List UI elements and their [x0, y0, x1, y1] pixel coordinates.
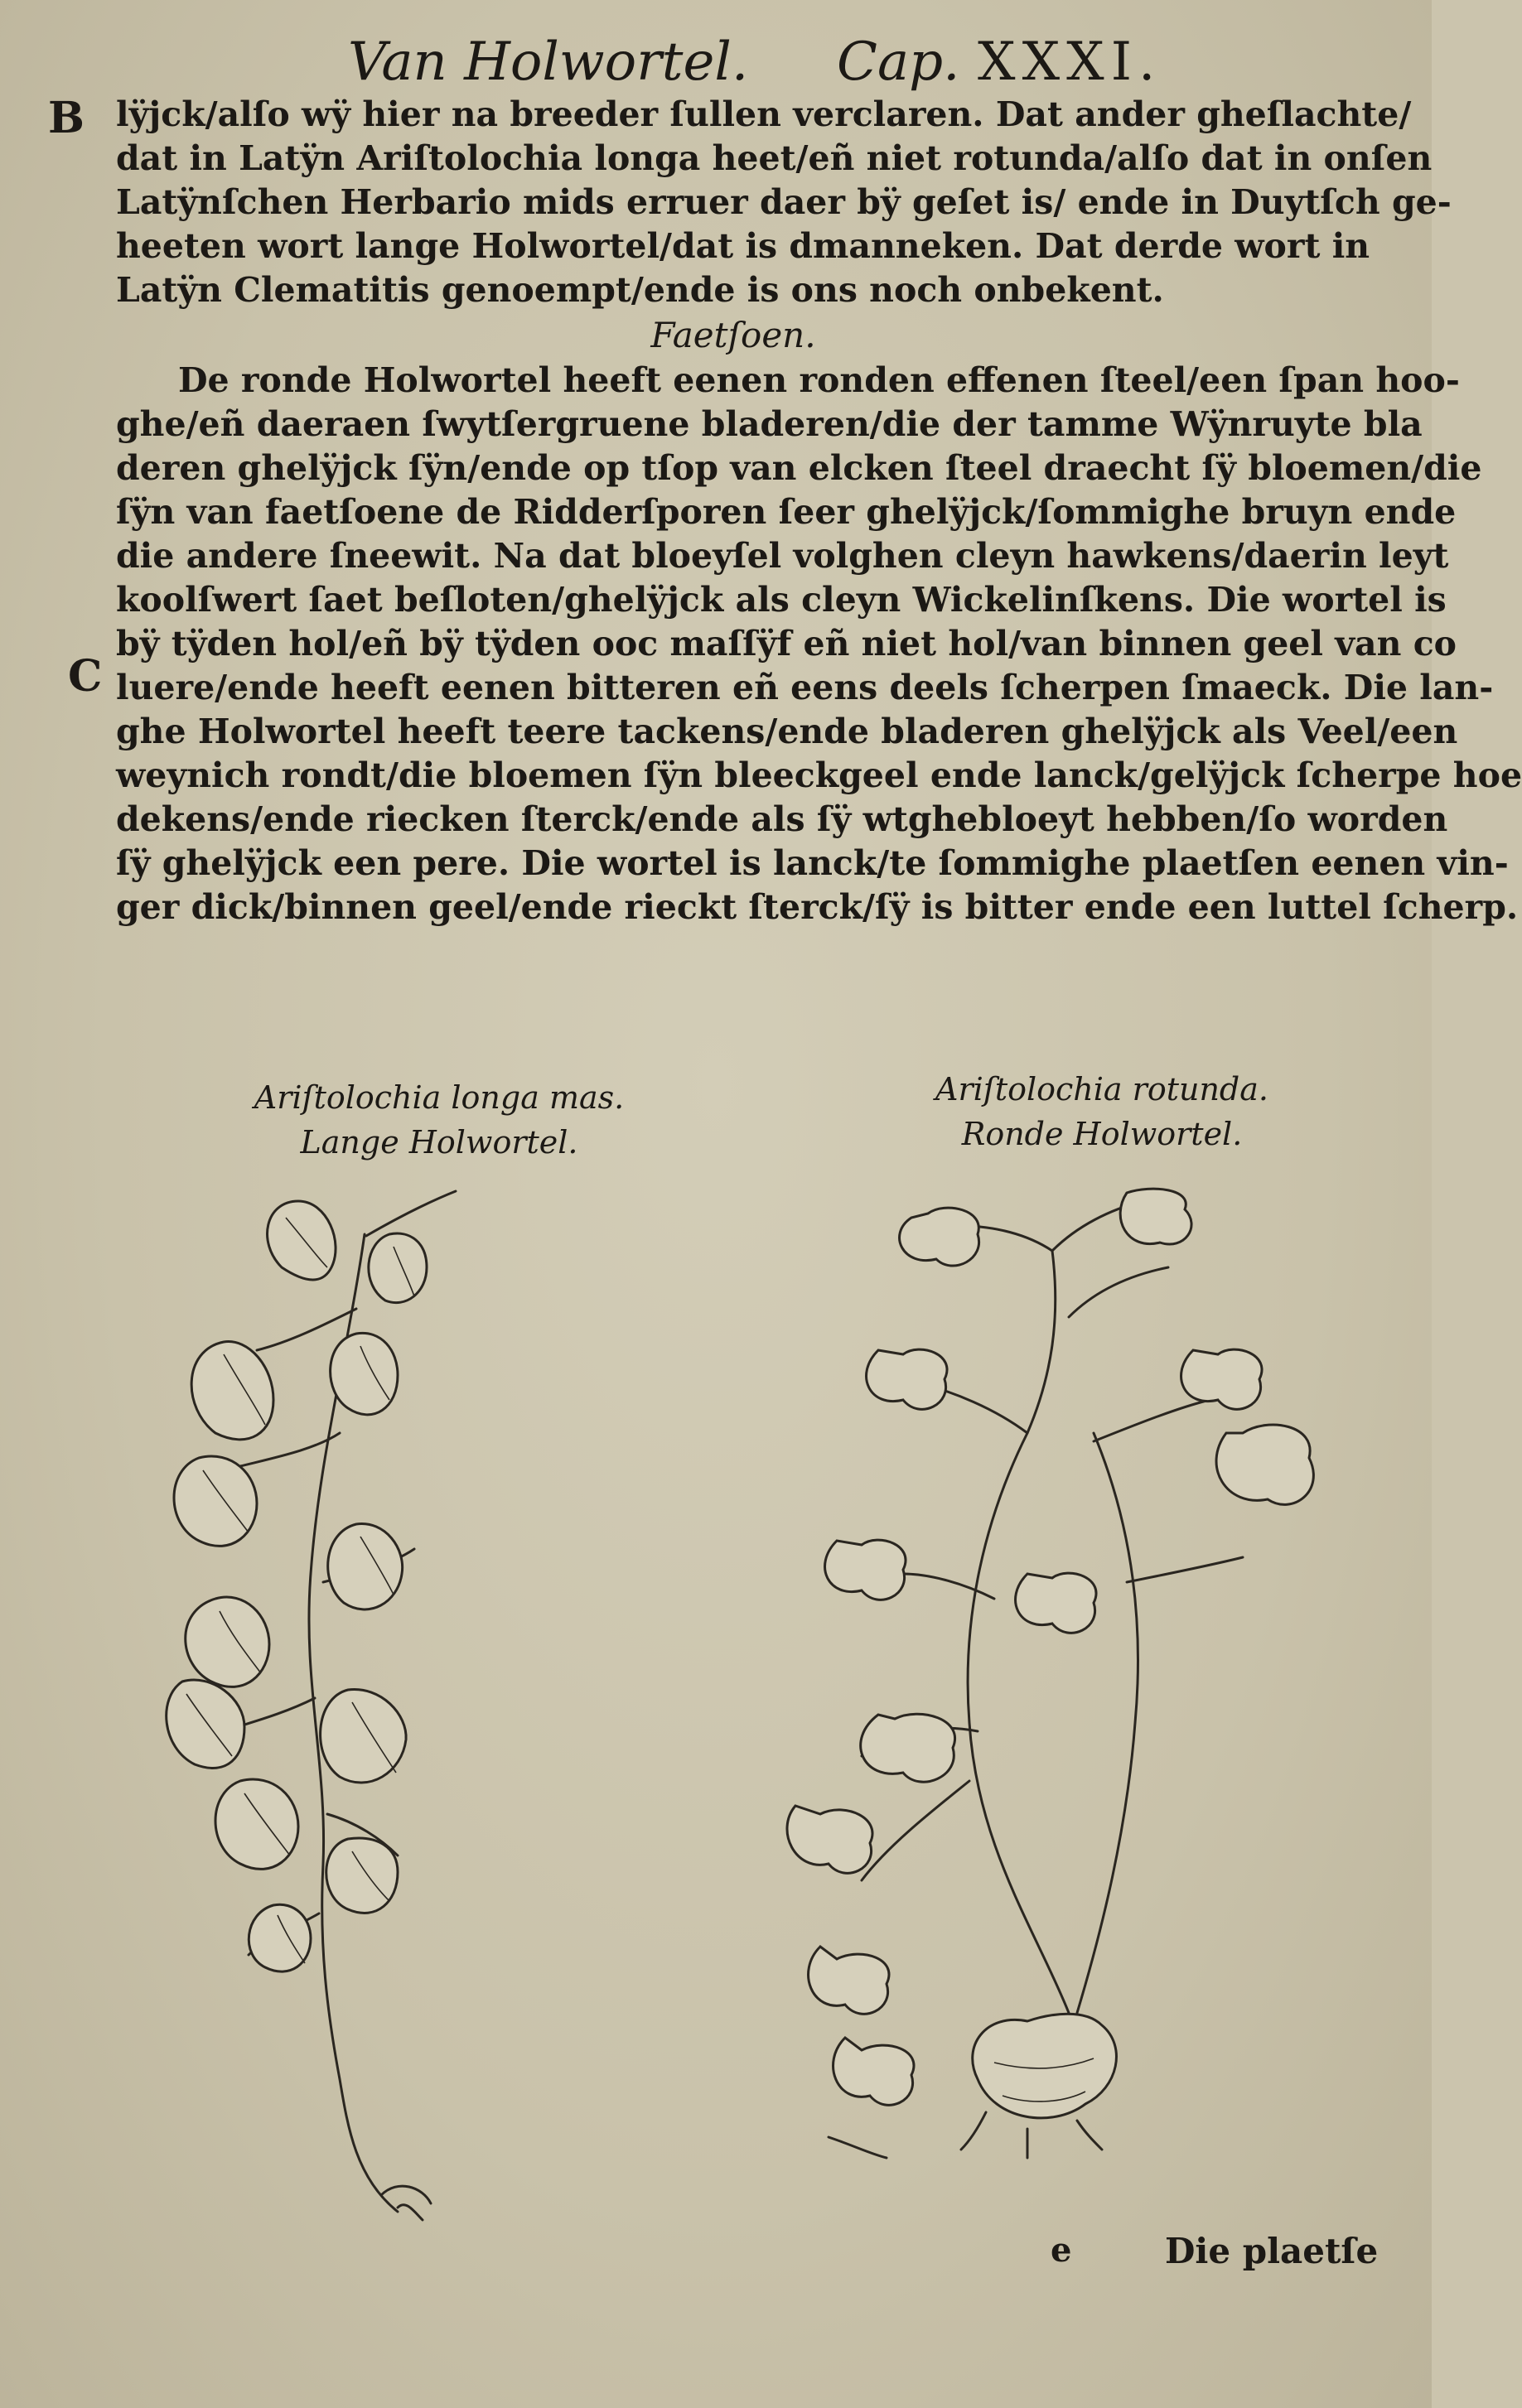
text-line: weynich rondt/die bloemen ſÿn bleeckgeel ende lanck/gelÿjck ſcherpe hoe: [116, 755, 1522, 795]
text-line: ſÿ ghelÿjck een pere. Die wortel is lanck/te ſommighe plaetſen eenen vin-: [116, 843, 1509, 883]
text-line: dat in Latÿn Ariſtolochia longa heet/eñ niet rotunda/alſo dat in onſen: [116, 138, 1433, 178]
running-head: [0, 23, 1432, 98]
text-line: De ronde Holwortel heeft eenen ronden effenen ſteel/een ſpan hoo-: [178, 360, 1460, 400]
woodcut-round-birthwort: [779, 1185, 1359, 2162]
text-line: lÿjck/alſo wÿ hier na breeder ſullen verclaren. Dat ander gheſlachte/: [116, 94, 1412, 134]
right-figure-caption: [853, 1067, 1350, 1156]
text-line: ſÿn van faetſoene de Ridderſporen ſeer ghelÿjck/ſommighe bruyn ende: [116, 492, 1457, 532]
text-line: ghe Holwortel heeft teere tackens/ende bladeren ghelÿjck als Veel/een: [116, 712, 1458, 751]
catchword: Die plaetſe: [1165, 2231, 1379, 2271]
text-line: ger dick/binnen geel/ende rieckt ſterck/ſÿ is bitter ende een luttel ſcherp.: [116, 887, 1519, 927]
text-line: koolſwert ſaet beſloten/ghelÿjck als cleyn Wickelinſkens. Die wortel is: [116, 580, 1447, 620]
text-line: bÿ tÿden hol/eñ bÿ tÿden ooc maſſÿf eñ niet hol/van binnen geel van co: [116, 624, 1457, 664]
signature-mark: e: [1051, 2231, 1072, 2270]
text-line: dekens/ende riecken ſterck/ende als ſÿ wtghebloeyt hebben/ſo worden: [116, 799, 1448, 839]
text-line: ghe/eñ daeraen ſwytſergruene bladeren/die der tamme Wÿnruyte bla: [116, 404, 1423, 444]
caption-dutch: Lange Holwortel.: [300, 1124, 578, 1161]
section-heading: Faetſoen.: [650, 315, 816, 355]
chapter-number: XXXI.: [978, 31, 1162, 93]
text-line: deren ghelÿjck ſÿn/ende op tſop van elcken ſteel draecht ſÿ bloemen/die: [116, 448, 1482, 488]
text-line: luere/ende heeft eenen bitteren eñ eens deels ſcherpen ſmaeck. Die lan-: [116, 668, 1494, 707]
caption-latin: Ariſtolochia rotunda.: [935, 1071, 1268, 1107]
margin-marker-b: B: [48, 93, 85, 143]
running-head-title: Van Holwortel.: [348, 31, 749, 93]
text-line: Latÿnſchen Herbario mids erruer daer bÿ geſet is/ ende in Duytſch ge-: [116, 182, 1452, 222]
text-line: heeten wort lange Holwortel/dat is dmanneken. Dat derde wort in: [116, 226, 1370, 266]
chapter-label: Cap.: [837, 31, 960, 93]
woodcut-long-birthwort: [149, 1185, 580, 2237]
text-line: Latÿn Clematitis genoempt/ende is ons noch onbekent.: [116, 270, 1164, 310]
body-text: [116, 93, 1522, 929]
margin-marker-c: C: [68, 651, 103, 702]
caption-dutch: Ronde Holwortel.: [961, 1116, 1243, 1152]
text-line: die andere ſneewit. Na dat bloeyſel volghen cleyn hawkens/daerin leyt: [116, 536, 1449, 576]
caption-latin: Ariſtolochia longa mas.: [254, 1079, 625, 1116]
left-figure-caption: [191, 1075, 688, 1165]
